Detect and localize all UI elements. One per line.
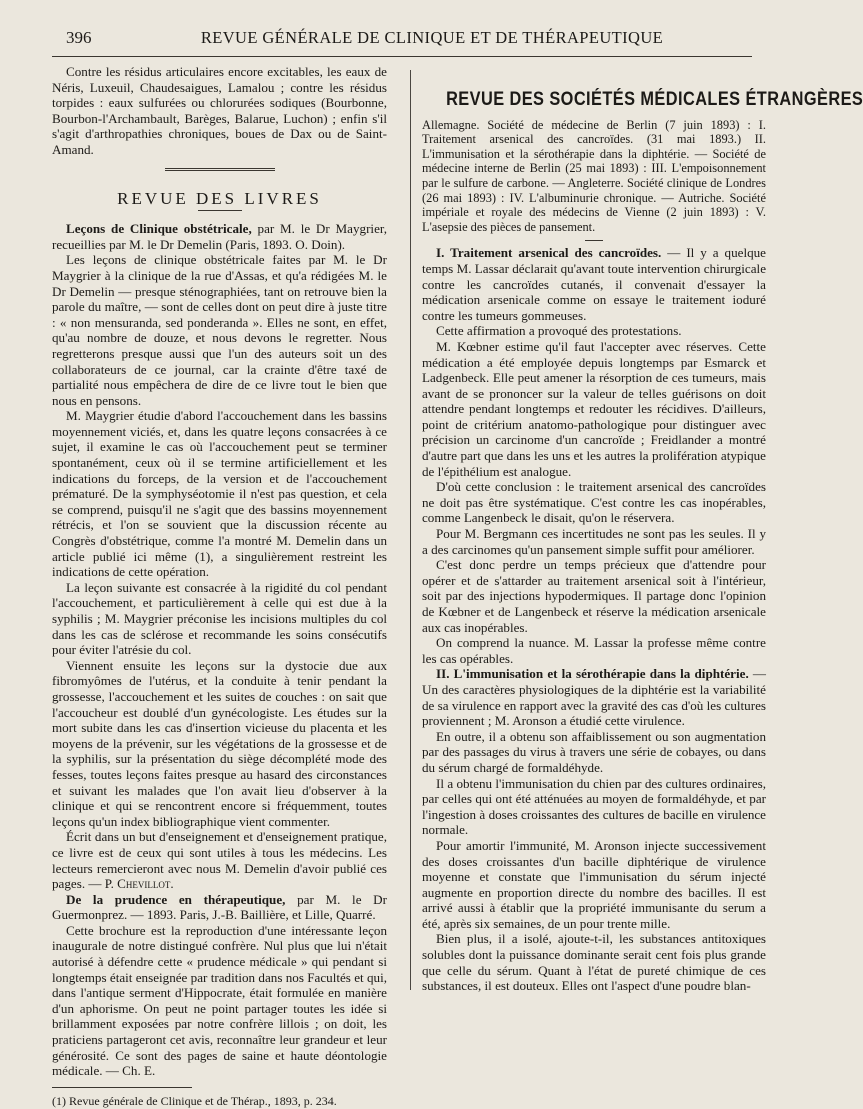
s1-paragraph-4: D'où cette conclusion : le traitement arsenical des cancroïdes ne doit pas être systématique. C'est contre les cas inopérables, comme Langenbeck le disait, qu'on le réservera. (422, 479, 766, 526)
book1-title: Leçons de Clinique obstétricale, (66, 221, 252, 237)
s1-first-paragraph (422, 245, 766, 323)
s1-paragraph-3: M. Kœbner estime qu'il faut l'accepter avec réserves. Cette médication a été employée depuis longtemps par Esmarck et Ladgenbeck. Elle peut amener la résorption de ces tumeurs, mais avant de se prononcer sur la valeur de telles guérisons on doit attendre pendant longtemps et redouter les récidives. D'ailleurs, point de critérium anatomo-pathologique pour distinguer avec précision un carcinome d'un cancroïde ; Freidlander a montré d'autre part que dans les uns et les autres la prolifération atypique de l'épithélium est analogue. (422, 338, 766, 479)
book1-reference: par M. le Dr Maygrier, recueillies par M. le Dr Demelin (Paris, 1893. O. Doin). (52, 221, 387, 252)
footnote: (1) Revue générale de Clinique et de Thérap., 1893, p. 234. (52, 1093, 337, 1108)
book1-paragraph-3: La leçon suivante est consacrée à la rigidité du col pendant l'accouchement, et particulièrement à celle qui est due à la syphilis ; M. Maygrier préconise les incisions multiples du col dans les cas de sclérose et recommande les soins consécutifs pour éviter l'atrésie du col. (52, 579, 387, 658)
running-head (52, 22, 752, 57)
section-title-books: REVUE DES LIVRES (117, 188, 322, 208)
book1-paragraph-4: Viennent ensuite les leçons sur la dystocie due aux fibromyômes de l'utérus, et la conduite à tenir pendant la grossesse, l'accouchement et les suites de couches : on sait que l'accoucheur est doublé d'un gynécologiste. Les études sur la mort subite dans les cas d'insertion vicieuse du placenta et les moyens de la prévenir, sur les végétations de la grossesse et de la syphilis, sur la présentation du siège décomplété mode des fesses, toutes leçons faites presque au hasard des circonstances et suivant les malades que l'on avait lieu d'observer à la clinique et qui se rencontrent encore si fréquemment, toutes leçons qu'un index bibliographique vient commenter. (52, 657, 387, 829)
s2-paragraph-2: En outre, il a obtenu son affaiblissement ou son augmentation par des passages du virus à travers une série de cobayes, ou dans du sérum chargé de formaldéhyde. (422, 728, 766, 775)
book2-title: De la prudence en thérapeutique, (66, 891, 286, 907)
book1-paragraph-5 (52, 829, 387, 891)
book2-reference: par M. le Dr Guermonprez. — 1893. Paris, J.-B. Baillière, et Lille, Quarré. (52, 891, 387, 923)
s1-paragraph-6: C'est donc perdre un temps précieux que d'attendre pour opérer et de s'attarder au traitement arsenical soit à l'intérieur, soit par des injections hypodermiques. Il partage donc l'opinion de Kœbner et de Langenbeck et réserve la médication arsenicale aux cas inopérables. (422, 557, 766, 635)
intro-paragraph: Contre les résidus articulaires encore excitables, les eaux de Néris, Luxeuil, Chaudesaigues, Lamalou ; contre les résidus torpides : eaux sulfurées ou chlorurées sodiques (Bourbonne, Bourbon-l'Archambault, Barèges, Balarue, Luchon) ; enfin s'il s'agit d'arthropathies chroniques, boues de Dax ou de Saint-Amand. (52, 64, 387, 157)
summary-block (422, 118, 766, 235)
page-number: 396 (66, 28, 92, 47)
s1-p1-text: — Il y a quelque temps M. Lassar déclarait qu'avant toute intervention chirurgicale contre les cancroïdes cutanés, il convenait d'essayer la médication arsenicale comme on essaye le traitement ioduré contre les tumeurs gommeuses. (422, 245, 766, 323)
s1-heading: I. Traitement arsenical des cancroïdes. (436, 245, 662, 261)
book1-paragraph-1: Les leçons de clinique obstétricale faites par M. le Dr Maygrier à la clinique de la rue d'Assas, et qu'a rédigées M. le Dr Demelin — presque sténographiées, tant on retrouve bien la parole du maître, — sont de celles dont on peut dire à juste titre : « non mensuranda, sed ponderanda ». Elles ne sont, en effet, qu'au nombre de douze, et nous devons le regretter. Nous regretterons presque aussi que l'un des auteurs soit un des collaborateurs de ce journal, car la crainte d'être taxé de partialité nous empêchera de dire de ce livre tout le bien que nous en pensons. (52, 252, 387, 408)
summary-text: Allemagne. Société de médecine de Berlin (7 juin 1893) : I. Traitement arsenical des cancroïdes. (31 mai 1893.) II. L'immunisation et la sérothérapie dans la diphtérie. — Société de médecine interne de Berlin (25 mai 1893) : III. L'empoisonnement par le sulfure de carbone. — Angleterre. Société clinique de Londres (26 mai 1893) : IV. L'albuminurie chronique. — Autriche. Société impériale et royale des médecins de Vienne (2 juin 1893) : V. L'asepsie des pièces de pansement. (422, 117, 766, 234)
book1-signature: — P. Chevillot. (88, 876, 174, 892)
left-column (52, 64, 387, 1109)
footnote-rule (52, 1087, 192, 1088)
right-column (422, 64, 863, 994)
double-rule-ornament (165, 168, 275, 173)
book2-heading (52, 892, 387, 923)
book1-p5-text: Écrit dans un but d'enseignement et d'enseignement pratique, ce livre est de ceux qui sont utiles à tous les médecins. Les lecteurs remercieront avec nous M. Demelin d'avoir publié ces pages. (52, 829, 387, 892)
s1-paragraph-5: Pour M. Bergmann ces incertitudes ne sont pas les seules. Il y a des carcinomes qu'un pansement simple suffit pour améliorer. (422, 526, 766, 557)
section-title-societies: REVUE DES SOCIÉTÉS MÉDICALES ÉTRANGÈRES (446, 89, 863, 110)
s2-heading: II. L'immunisation et la sérothérapie dans la diphtérie. (436, 666, 749, 682)
short-rule (585, 240, 603, 241)
journal-title: REVUE GÉNÉRALE DE CLINIQUE ET DE THÉRAPEUTIQUE (200, 28, 664, 47)
book2-paragraph-1: Cette brochure est la reproduction d'une intéressante leçon inaugurale de notre distingué confrère. Nul plus que lui n'était autorisé à défendre cette « prudence médicale » qui pendant si longtemps était enseignée par tradition dans nos Facultés et qui, dans l'antique serment d'Hippocrate, était formulée en manière d'un aphorisme. On peut ne point partager toutes les idée si brillamment exposées par notre confrère lillois ; on doit, les praticiens partageront cet avis, reconnaître leur grandeur et leur générosité. Ce sont des pages de saine et haute déontologie médicale. — Ch. E. (52, 922, 387, 1079)
s2-p1-text: — Un des caractères physiologiques de la diphtérie est la variabilité de sa virulence en rapport avec la gravité des cas d'où les cultures proviennent ; M. Aronson a étudié cette virulence. (422, 666, 766, 729)
book1-paragraph-2: M. Maygrier étudie d'abord l'accouchement dans les bassins moyennement viciés, et, dans les quatre leçons consacrées à ce sujet, il examine le cas où l'accouchement peut se terminer spontanément, ceux où il se termine artificiellement et les indications du forceps, de la version et de l'accouchement prématuré. De la symphyséotomie il n'est pas question, et cela se comprend, puisqu'il ne s'agit que des bassins moyennement rétrécis, et l'on se souvient que la discussion récente au Congrès d'obstétrique, comme l'a montré M. Demelin dans un article publié ici même (1), a singulièrement restreint les indications de cette opération. (52, 408, 387, 580)
book1-heading (52, 221, 387, 252)
s2-paragraph-5: Bien plus, il a isolé, ajoute-t-il, les substances antitoxiques solubles dont la puissance dominante serait cent fois plus grande que celle du sérum. Quant à l'état de pureté chimique de ces substances, il est douteux. Elles ont l'aspect d'une poudre blan- (422, 931, 766, 994)
s2-paragraph-3: Il a obtenu l'immunisation du chien par des cultures ordinaires, par celles qui ont été atténuées au moyen de formaldéhyde, et par l'ingestion à doses croissantes des cultures de bacille en virulence normale. (422, 775, 766, 838)
title-rule (198, 210, 242, 211)
s1-paragraph-2: Cette affirmation a provoqué des protestations. (436, 323, 682, 339)
s2-paragraph-4: Pour amortir l'immunité, M. Aronson injecte successivement des doses croissantes d'un bacille diphtérique de virulence moyenne et constate que l'immunisation du sérum injecté augmente en proportion directe du nombre des bacilles. Il est arrivé aussi à établir que la propriété immunisante du serum a été, après six semaines, de un pour trente mille. (422, 837, 766, 931)
column-divider (410, 70, 411, 990)
s1-paragraph-7: On comprend la nuance. M. Lassar la professe même contre les cas opérables. (422, 635, 766, 666)
s2-first-paragraph (422, 666, 766, 728)
